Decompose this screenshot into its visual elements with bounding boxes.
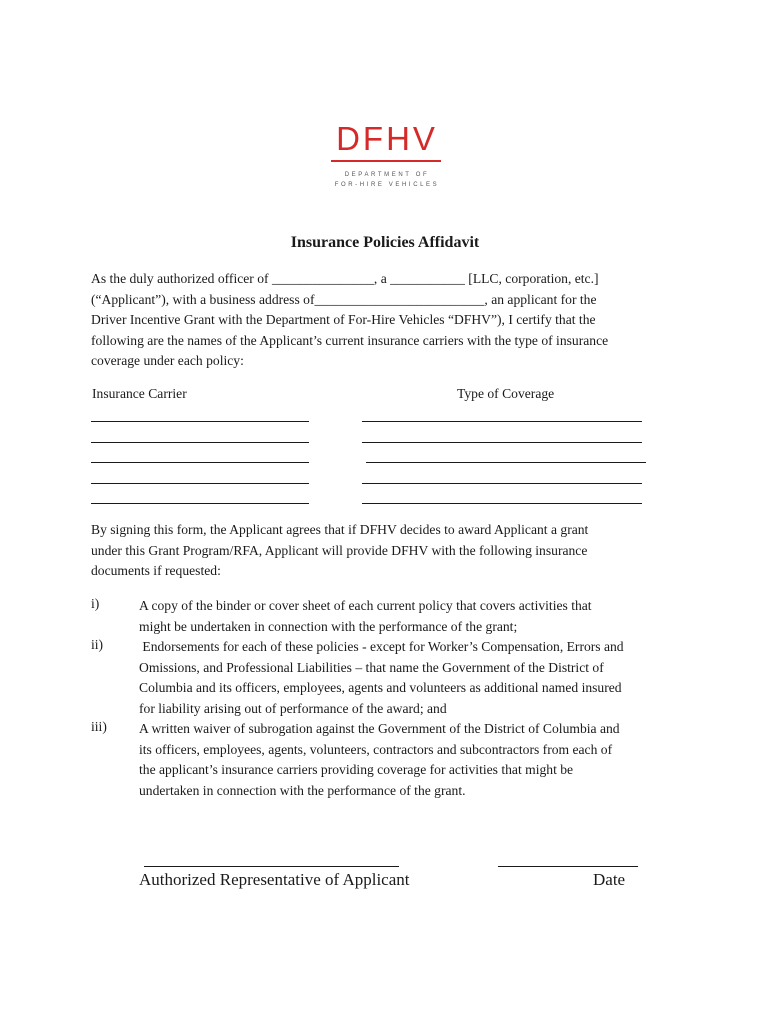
- logo-mark: DFHV: [336, 120, 438, 157]
- list-item-text: [139, 596, 699, 637]
- list-item-line: Columbia and its officers, employees, agents and volunteers as additional named insured: [139, 680, 622, 696]
- date-line[interactable]: [498, 866, 638, 867]
- logo-subtitle-line-2: FOR-HIRE VEHICLES: [334, 182, 440, 188]
- intro-line: coverage under each policy:: [91, 353, 244, 369]
- list-item-line: its officers, employees, agents, volunteers, contractors and subcontractors from each of: [139, 741, 613, 757]
- signing-line: By signing this form, the Applicant agrees that if DFHV decides to award Applicant a grant: [91, 522, 589, 537]
- intro-paragraph: [91, 269, 691, 372]
- list-item-line: Omissions, and Professional Liabilities – that name the Government of the District of: [139, 659, 604, 675]
- list-item-number: iii): [91, 719, 107, 734]
- list-item-line: might be undertaken in connection with the performance of the grant;: [139, 618, 518, 634]
- document-title: Insurance Policies Affidavit: [290, 234, 480, 251]
- coverage-blank-line-1[interactable]: [362, 421, 642, 422]
- signing-paragraph: [91, 520, 691, 582]
- signing-line: under this Grant Program/RFA, Applicant will provide DFHV with the following insurance: [91, 542, 588, 558]
- coverage-blank-line-2[interactable]: [362, 442, 642, 443]
- list-item-number: i): [91, 596, 100, 611]
- carrier-blank-line-1[interactable]: [91, 421, 309, 422]
- list-item-number: ii): [91, 637, 104, 652]
- signature-line[interactable]: [144, 866, 399, 867]
- list-item-line: undertaken in connection with the performance of the grant.: [139, 782, 466, 798]
- carrier-blank-line-4[interactable]: [91, 483, 309, 484]
- carrier-blank-line-2[interactable]: [91, 442, 309, 443]
- list-item-line: A copy of the binder or cover sheet of each current policy that covers activities that: [139, 598, 592, 613]
- list-item-text: [139, 637, 699, 719]
- coverage-blank-line-3[interactable]: [366, 462, 646, 463]
- carrier-blank-line-5[interactable]: [91, 503, 309, 504]
- date-label: Date: [593, 870, 626, 889]
- dfhv-logo: [331, 120, 443, 192]
- logo-divider: [331, 160, 441, 162]
- list-item-text: [139, 719, 699, 801]
- carrier-blank-line-3[interactable]: [91, 462, 309, 463]
- list-item-line: Endorsements for each of these policies - except for Worker’s Compensation, Errors and: [139, 639, 624, 654]
- logo-subtitle-line-1: DEPARTMENT OF: [344, 172, 430, 178]
- intro-line: Driver Incentive Grant with the Department of For-Hire Vehicles “DFHV”), I certify that the: [91, 312, 596, 328]
- intro-line: following are the names of the Applicant’s current insurance carriers with the type of insurance: [91, 332, 609, 348]
- type-of-coverage-header: Type of Coverage: [457, 386, 555, 401]
- representative-label: Authorized Representative of Applicant: [139, 870, 410, 889]
- coverage-blank-line-5[interactable]: [362, 503, 642, 504]
- intro-line: As the duly authorized officer of _______________, a ___________ [LLC, corporation, etc.]: [91, 271, 599, 286]
- list-item-line: for liability arising out of performance of the award; and: [139, 700, 447, 716]
- list-item-line: A written waiver of subrogation against the Government of the District of Columbia and: [139, 721, 620, 736]
- insurance-carrier-header: Insurance Carrier: [92, 386, 187, 401]
- coverage-blank-line-4[interactable]: [362, 483, 642, 484]
- signing-line: documents if requested:: [91, 563, 221, 579]
- list-item-line: the applicant’s insurance carriers providing coverage for activities that might be: [139, 762, 574, 778]
- intro-line: (“Applicant”), with a business address of_________________________, an applicant for the: [91, 291, 597, 307]
